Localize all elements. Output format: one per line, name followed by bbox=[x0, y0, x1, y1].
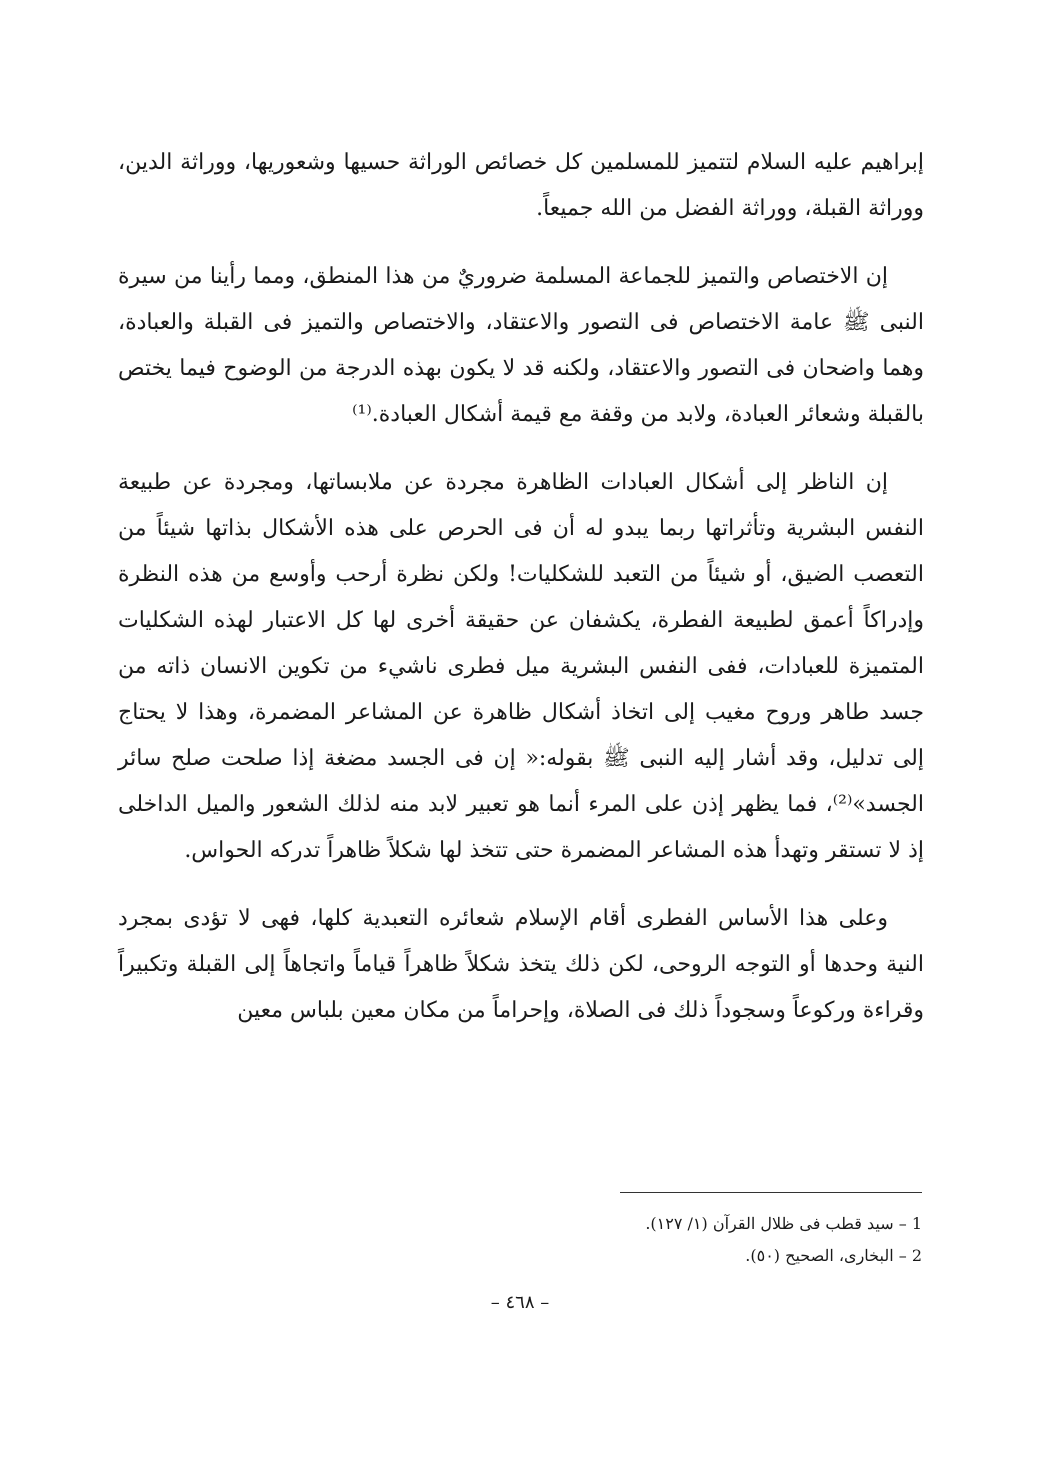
main-text bbox=[118, 140, 924, 1056]
footnote-divider bbox=[620, 1192, 922, 1193]
footnote-1: 1 – سيد قطب فى ظلال القرآن (١/ ١٢٧). bbox=[645, 1214, 922, 1233]
paragraph-2: إن الاختصاص والتميز للجماعة المسلمة ضروريٌ من هذا المنطق، ومما رأينا من سيرة النبى ﷺ عامة الاختصاص فى التصور والاعتقاد، والاختصاص والتميز فى القبلة والعبادة، وهما واضحان فى التصور والاعتقاد، ولكنه قد لا يكون بهذه الدرجة من الوضوح فيما يختص بالقبلة وشعائر العبادة، ولابد من وقفة مع قيمة أشكال العبادة.⁽¹⁾ bbox=[118, 264, 924, 427]
paragraph-4: وعلى هذا الأساس الفطرى أقام الإسلام شعائره التعبدية كلها، فهى لا تؤدى بمجرد النية وحدها أو التوجه الروحى، لكن ذلك يتخذ شكلاً ظاهراً قياماً واتجاهاً إلى القبلة وتكبيراً وقراءة وركوعاً وسجوداً ذلك فى الصلاة، وإحراماً من مكان معين بلباس معين bbox=[118, 906, 924, 1023]
page-number: – ٤٦٨ – bbox=[490, 1292, 550, 1313]
footnotes bbox=[322, 1208, 922, 1272]
paragraph-1: إبراهيم عليه السلام لتتميز للمسلمين كل خصائص الوراثة حسيها وشعوريها، ووراثة الدين، ووراثة القبلة، ووراثة الفضل من الله جميعاً. bbox=[118, 150, 924, 221]
footnote-2: 2 – البخارى، الصحيح (٥٠). bbox=[745, 1246, 922, 1265]
paragraph-3: إن الناظر إلى أشكال العبادات الظاهرة مجردة عن ملابساتها، ومجردة عن طبيعة النفس البشرية وتأثراتها ربما يبدو له أن فى الحرص على هذه الأشكال بذاتها شيئاً من التعصب الضيق، أو شيئاً من التعبد للشكليات! ولكن نظرة أرحب وأوسع من هذه النظرة وإدراكاً أعمق لطبيعة الفطرة، يكشفان عن حقيقة أخرى لها كل الاعتبار لهذه الشكليات المتميزة للعبادات، ففى النفس البشرية ميل فطرى ناشيء من تكوين الانسان ذاته من جسد طاهر وروح مغيب إلى اتخاذ أشكال ظاهرة عن المشاعر المضمرة، وهذا لا يحتاج إلى تدليل، وقد أشار إليه النبى ﷺ بقوله:« إن فى الجسد مضغة إذا صلحت صلح سائر الجسد»⁽²⁾، فما يظهر إذن على المرء أنما هو تعبير لابد منه لذلك الشعور والميل الداخلى إذ لا تستقر وتهدأ هذه المشاعر المضمرة حتى تتخذ لها شكلاً ظاهراً تدركه الحواس. bbox=[118, 470, 924, 863]
